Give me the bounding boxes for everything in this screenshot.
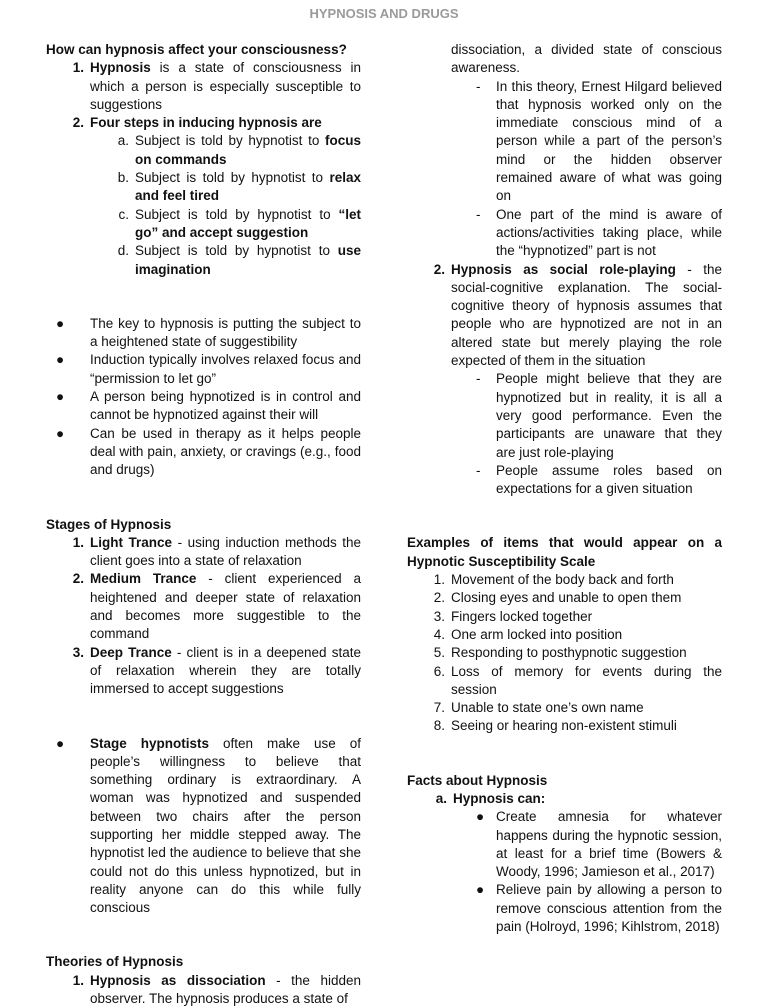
list-item: 7. Unable to state one’s own name [433,700,644,716]
dash-item: - People might believe that they are hypnotized but in reality, it is all a very good performance. Even the participants are unaware that they are just role-playing [476,371,722,460]
list-item: 5. Responding to posthypnotic suggestion [433,645,687,661]
section-heading-susceptibility: Examples of items that would appear on a Hypnotic Susceptibility Scale [407,535,722,569]
lettered-item: b. Subject is told by hypnotist to relax and feel tired [117,170,361,204]
section-heading-consciousness: How can hypnosis affect your consciousness? [46,42,347,57]
lettered-item: c. Subject is told by hypnotist to “let go” and accept suggestion [118,206,361,240]
bullet-item: ● Relieve pain by allowing a person to remove conscious attention from the pain (Holroyd, 1996; Kihlstrom, 2018) [407,881,722,936]
numbered-item: 2. Four steps in inducing hypnosis are [72,115,322,131]
section-heading-stages: Stages of Hypnosis [46,516,172,532]
dash-item: - One part of the mind is aware of actions/activities taking place, while the “hypnotized” part is not [476,206,722,259]
bullet-item: ● A person being hypnotized is in control and cannot be hypnotized against their will [46,388,361,425]
numbered-item: 3. Deep Trance - client is in a deepened state of relaxation wherein they are totally immersed to accept suggestions [72,644,361,697]
bullet-icon: ● [56,352,65,368]
bullet-item: ● Induction typically involves relaxed focus and “permission to let go” [46,351,361,388]
list-item: 3. Fingers locked together [433,608,593,624]
bullet-item: ● Can be used in therapy as it helps people deal with pain, anxiety, or cravings (e.g., food and drugs) [46,425,361,480]
numbered-item: 1. Light Trance - using induction methods the client goes into a state of relaxation [72,534,362,569]
lettered-item: a. Subject is told by hypnotist to focus on commands [117,133,361,167]
bullet-icon: ● [476,882,485,898]
numbered-item: 1. Hypnosis as dissociation - the hidden observer. The hypnosis produces a state of [72,972,361,1007]
list-item: 8. Seeing or hearing non-existent stimuli [433,718,677,734]
bullet-icon: ● [56,425,65,441]
list-item: 2. Closing eyes and unable to open them [433,590,682,606]
dash-item: - In this theory, Ernest Hilgard believed that hypnosis worked only on the immediate conscious mind of a person while a part of the person’s mind or the hidden observer remained aware of what was going on [476,78,722,204]
lettered-item: d. Subject is told by hypnotist to use imagination [117,243,361,277]
lettered-item: a. Hypnosis can: [435,790,546,806]
bullet-icon: ● [476,809,485,825]
bullet-item: ● Stage hypnotists often make use of people’s willingness to believe that something ordinary is extraordinary. A woman was hypnotized and suspended between two chairs after the person supporting her middle stepped away. The hypnotist led the audience to believe that she could not do this unless hypnotized, but in reality anyone can do this while fully conscious [46,735,361,918]
numbered-item: 2. Medium Trance - client experienced a heightened and deeper state of relaxation and becomes more suggestible to the command [72,571,361,642]
list-item: 4. One arm locked into position [433,626,623,642]
bullet-item: ● Create amnesia for whatever happens during the hypnotic session, at least for a brief time (Bowers & Woody, 1996; Jamieson et al., 2017) [407,808,722,881]
list-item: 1. Movement of the body back and forth [433,572,674,588]
bullet-icon: ● [56,315,65,331]
right-column [407,41,722,936]
bullet-item: ● The key to hypnosis is putting the subject to a heightened state of suggestibility [46,315,361,352]
bullet-icon: ● [56,389,65,405]
left-column [46,41,361,1008]
section-heading-theories: Theories of Hypnosis [46,954,184,970]
page-header: HYPNOSIS AND DRUGS [309,6,459,21]
section-heading-facts: Facts about Hypnosis [407,772,548,788]
list-item: 6. Loss of memory for events during the session [433,663,722,697]
dash-item: - People assume roles based on expectations for a given situation [476,462,722,497]
continued-text: dissociation, a divided state of conscious awareness. [451,42,722,76]
numbered-item: 2. Hypnosis as social role-playing - the social-cognitive explanation. The social-cognitive theory of hypnosis assumes that people who are hypnotized are not in an altered state but merely playing the role expected of them in the situation [433,261,722,369]
numbered-item: 1. Hypnosis is a state of consciousness in which a person is especially susceptible to suggestions [72,60,361,112]
bullet-icon: ● [56,735,65,751]
